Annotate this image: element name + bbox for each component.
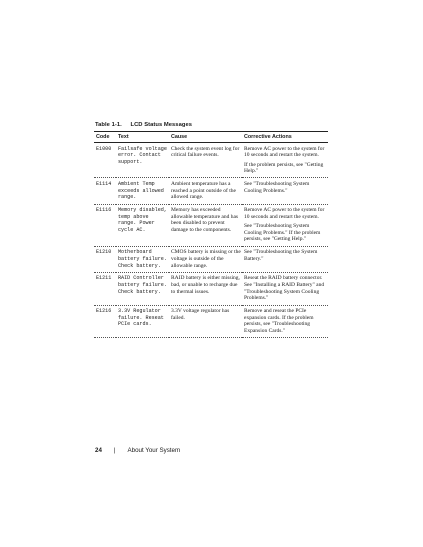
cell-corrective-actions (242, 305, 328, 338)
cell-corrective-actions (242, 178, 328, 204)
page-number: 24 (95, 447, 102, 454)
table-row (94, 246, 328, 272)
cell-code: E1210 (94, 246, 116, 272)
corrective-action-paragraph: Remove and reseat the PCIe expansion cards. If the problem persists, see "Troubleshooting Expansion Cards." (244, 308, 314, 335)
cell-corrective-actions (242, 272, 328, 305)
table-row (94, 305, 328, 338)
corrective-action-paragraph: See "Troubleshooting System Cooling Problems." If the problem persists, see "Getting Help." (244, 223, 321, 243)
cell-text: Memory disabled, temp above range. Power cycle AC. (116, 204, 169, 246)
table-title: LCD Status Messages (130, 122, 192, 128)
table-header-row (94, 132, 328, 143)
cell-cause: 3.3V voltage regulator has failed. (169, 305, 242, 338)
table-row (94, 204, 328, 246)
table-row (94, 272, 328, 305)
cell-code: E1114 (94, 178, 116, 204)
cell-cause: RAID battery is either missing, bad, or unable to recharge due to thermal issues. (169, 272, 242, 305)
table-row (94, 178, 328, 204)
cell-text: Failsafe voltage error. Contact support. (116, 143, 169, 178)
footer-title: About Your System (127, 447, 181, 454)
corrective-action-paragraph: Remove AC power to the system for 10 seconds and restart the system. (244, 145, 325, 159)
lcd-status-table (94, 131, 328, 338)
cell-cause: Ambient temperature has a reached a point outside of the allowed range. (169, 178, 242, 204)
cell-text: RAID Controller battery failure. Check battery. (116, 272, 169, 305)
cell-code: E1216 (94, 305, 116, 338)
corrective-action-paragraph: See "Troubleshooting System Cooling Problems." (244, 180, 310, 194)
cell-code: E1116 (94, 204, 116, 246)
cell-code: E1211 (94, 272, 116, 305)
cell-cause: CMOS battery is missing or the voltage is outside of the allowable range. (169, 246, 242, 272)
corrective-action-paragraph: Reseat the RAID battery connector. See "Installing a RAID Battery" and "Troubleshooting System Cooling Problems." (244, 275, 325, 302)
header-cause: Cause (169, 132, 242, 143)
table-caption (95, 122, 192, 128)
header-text: Text (116, 132, 169, 143)
cell-text: 3.3V Regulator failure. Reseat PCIe cards. (116, 305, 169, 338)
cell-text: Ambient Temp exceeds allowed range. (116, 178, 169, 204)
footer-separator: | (113, 447, 116, 454)
cell-corrective-actions (242, 204, 328, 246)
corrective-action-paragraph: See "Troubleshooting the System Battery." (244, 249, 318, 262)
page-footer (95, 447, 180, 454)
cell-corrective-actions (242, 246, 328, 272)
table-number: Table 1-1. (95, 122, 122, 128)
table-row (94, 143, 328, 178)
cell-text: Motherboard battery failure. Check battery. (116, 246, 169, 272)
cell-cause: Check the system event log for critical failure events. (169, 143, 242, 178)
header-code: Code (94, 132, 116, 143)
corrective-action-paragraph: If the problem persists, see "Getting Help." (244, 161, 324, 175)
header-corrective-actions: Corrective Actions (242, 132, 328, 143)
table-body (94, 143, 328, 338)
corrective-action-paragraph: Remove AC power to the system for 10 seconds and restart the system. (244, 207, 325, 220)
cell-corrective-actions (242, 143, 328, 178)
cell-code: E1000 (94, 143, 116, 178)
cell-cause: Memory has exceeded allowable temperature and has been disabled to prevent damage to the components. (169, 204, 242, 246)
